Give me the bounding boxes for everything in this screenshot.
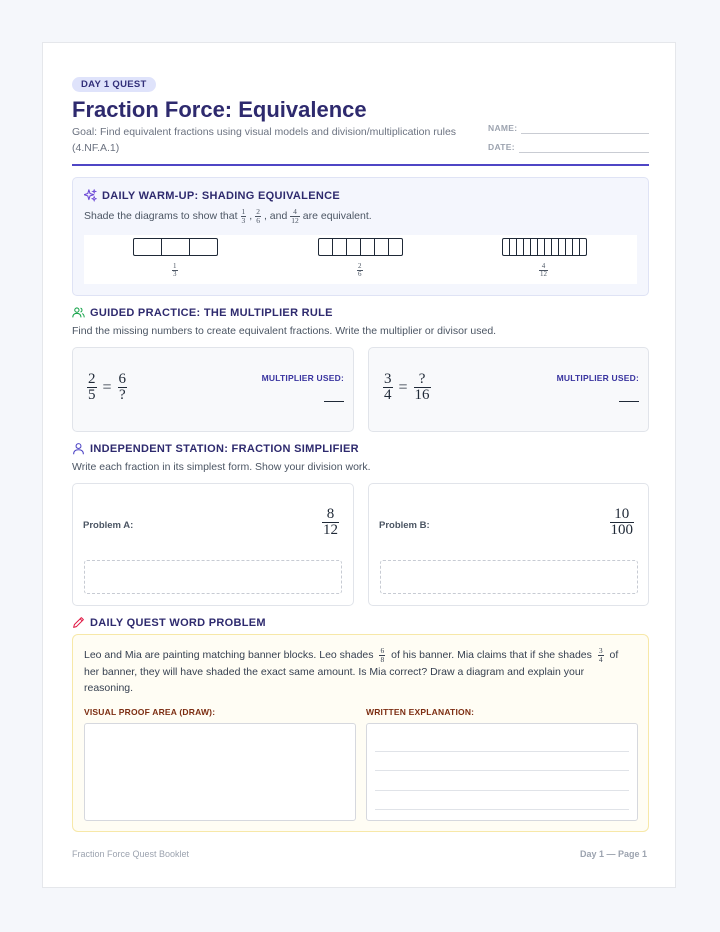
problem-label: Problem A: xyxy=(83,520,134,531)
user-icon xyxy=(72,442,85,455)
fraction-three-fourths: $\frac{3}{4}$ xyxy=(598,646,603,664)
fraction-two-sixths: $\frac{2}{6}$ xyxy=(256,207,260,225)
independent-title: INDEPENDENT STATION: FRACTION SIMPLIFIER xyxy=(90,442,359,455)
bar-segment[interactable] xyxy=(517,239,524,255)
fraction-to-simplify: $\frac{8}{12}$ xyxy=(323,506,338,538)
multiplier-answer-line[interactable] xyxy=(619,401,639,402)
day-badge: DAY 1 QUEST xyxy=(72,77,156,92)
equation xyxy=(87,372,127,403)
multiplier-label: MULTIPLIER USED: xyxy=(261,373,344,383)
sparkle-icon xyxy=(84,189,97,202)
equals-sign: = xyxy=(102,378,112,396)
warmup-section xyxy=(72,177,649,296)
fraction-left: $\frac{3}{4}$ xyxy=(384,371,392,403)
writing-line xyxy=(375,790,629,791)
visual-proof-label: VISUAL PROOF AREA (DRAW): xyxy=(84,707,216,717)
fraction-one-third: $\frac{1}{3}$ xyxy=(241,207,246,225)
multiplier-label: MULTIPLIER USED: xyxy=(556,373,639,383)
bar-segment[interactable] xyxy=(552,239,559,255)
users-icon xyxy=(72,306,85,319)
shading-diagrams xyxy=(84,235,637,284)
bar-segment[interactable] xyxy=(162,239,190,255)
work-area[interactable] xyxy=(380,560,638,594)
bar-segment[interactable] xyxy=(333,239,347,255)
bar-segment[interactable] xyxy=(389,239,402,255)
bar-label-twelfths: $\frac{4}{12}$ xyxy=(540,262,547,278)
independent-heading xyxy=(72,442,359,455)
written-explanation-area[interactable] xyxy=(366,723,638,821)
name-field-line[interactable] xyxy=(521,133,649,134)
writing-line xyxy=(375,809,629,810)
simplify-problem-card xyxy=(368,483,649,606)
word-problem-title: DAILY QUEST WORD PROBLEM xyxy=(90,616,266,629)
bar-segment[interactable] xyxy=(531,239,538,255)
guided-problem-card xyxy=(368,347,649,432)
guided-title: GUIDED PRACTICE: THE MULTIPLIER RULE xyxy=(90,306,333,319)
problem-label: Problem B: xyxy=(379,520,430,531)
fraction-right[interactable]: $\frac{?}{16}$ xyxy=(414,371,430,403)
bar-segment[interactable] xyxy=(190,239,217,255)
header-divider xyxy=(72,164,649,166)
fraction-six-eighths: $\frac{6}{8}$ xyxy=(380,646,385,664)
warmup-title: DAILY WARM-UP: SHADING EQUIVALENCE xyxy=(102,189,340,202)
page-title: Fraction Force: Equivalence xyxy=(72,97,367,122)
bar-segment[interactable] xyxy=(573,239,580,255)
bar-label-thirds: $\frac{1}{3}$ xyxy=(173,262,177,278)
fraction-bar-thirds[interactable] xyxy=(133,238,218,256)
bar-label-sixths: $\frac{2}{6}$ xyxy=(358,262,362,278)
instruction-and: , and xyxy=(263,210,288,222)
guided-subtitle: Find the missing numbers to create equivalent fractions. Write the multiplier or divisor used. xyxy=(72,325,497,337)
bar-segment[interactable] xyxy=(134,239,162,255)
bar-segment[interactable] xyxy=(347,239,361,255)
worksheet-page xyxy=(42,42,676,888)
bar-segment[interactable] xyxy=(566,239,573,255)
goal-text: Goal: Find equivalent fractions using visual models and division/multiplication rules (4.NF.A.1) xyxy=(72,126,457,154)
word-problem-heading xyxy=(72,616,266,629)
bar-segment[interactable] xyxy=(580,239,586,255)
fraction-right[interactable]: $\frac{6}{?}$ xyxy=(118,371,127,403)
bar-segment[interactable] xyxy=(361,239,375,255)
bar-segment[interactable] xyxy=(559,239,566,255)
bar-segment[interactable] xyxy=(375,239,389,255)
word-problem-text: Leo and Mia are painting matching banner blocks. Leo shades $\frac{6}{8}$ of his banner. Mia claims that if she shades $\frac{3}{4}$ of her banner, they will have shaded the exact same amount. Is Mia correct? Draw a diagram and explain your reasoning. xyxy=(84,646,619,694)
fraction-left: $\frac{2}{5}$ xyxy=(88,371,96,403)
simplify-problem-card xyxy=(72,483,354,606)
bar-segment[interactable] xyxy=(524,239,531,255)
name-label: NAME: xyxy=(488,123,518,133)
fraction-bar-sixths[interactable] xyxy=(318,238,403,256)
equals-sign: = xyxy=(398,378,408,396)
written-explanation-label: WRITTEN EXPLANATION: xyxy=(366,707,475,717)
writing-line xyxy=(375,770,629,771)
footer-page-number: Day 1 — Page 1 xyxy=(579,849,647,859)
bar-segment[interactable] xyxy=(503,239,510,255)
visual-proof-area[interactable] xyxy=(84,723,356,821)
pencil-icon xyxy=(72,616,85,629)
fraction-bar-twelfths[interactable] xyxy=(502,238,587,256)
word-problem-box xyxy=(72,634,649,832)
writing-line xyxy=(375,751,629,752)
equation xyxy=(383,372,431,403)
independent-subtitle: Write each fraction in its simplest form. Show your division work. xyxy=(72,461,371,473)
bar-segment[interactable] xyxy=(545,239,552,255)
work-area[interactable] xyxy=(84,560,342,594)
date-label: DATE: xyxy=(488,142,515,152)
warmup-heading xyxy=(84,189,340,202)
bar-segment[interactable] xyxy=(319,239,333,255)
instruction-text: Shade the diagrams to show that xyxy=(84,210,238,222)
guided-problem-card xyxy=(72,347,354,432)
warmup-instruction: Shade the diagrams to show that $\frac{1}{3}$ , $\frac{2}{6}$ , and $\frac{4}{12}$ are equivalent. xyxy=(84,207,372,225)
multiplier-answer-line[interactable] xyxy=(324,401,344,402)
bar-segment[interactable] xyxy=(538,239,545,255)
fraction-four-twelfths: $\frac{4}{12}$ xyxy=(291,207,299,225)
date-field-line[interactable] xyxy=(519,152,649,153)
bar-segment[interactable] xyxy=(510,239,517,255)
fraction-to-simplify: $\frac{10}{100}$ xyxy=(610,506,633,538)
guided-heading xyxy=(72,306,333,319)
footer-booklet-name: Fraction Force Quest Booklet xyxy=(72,849,190,859)
instruction-text-end: are equivalent. xyxy=(302,210,372,222)
